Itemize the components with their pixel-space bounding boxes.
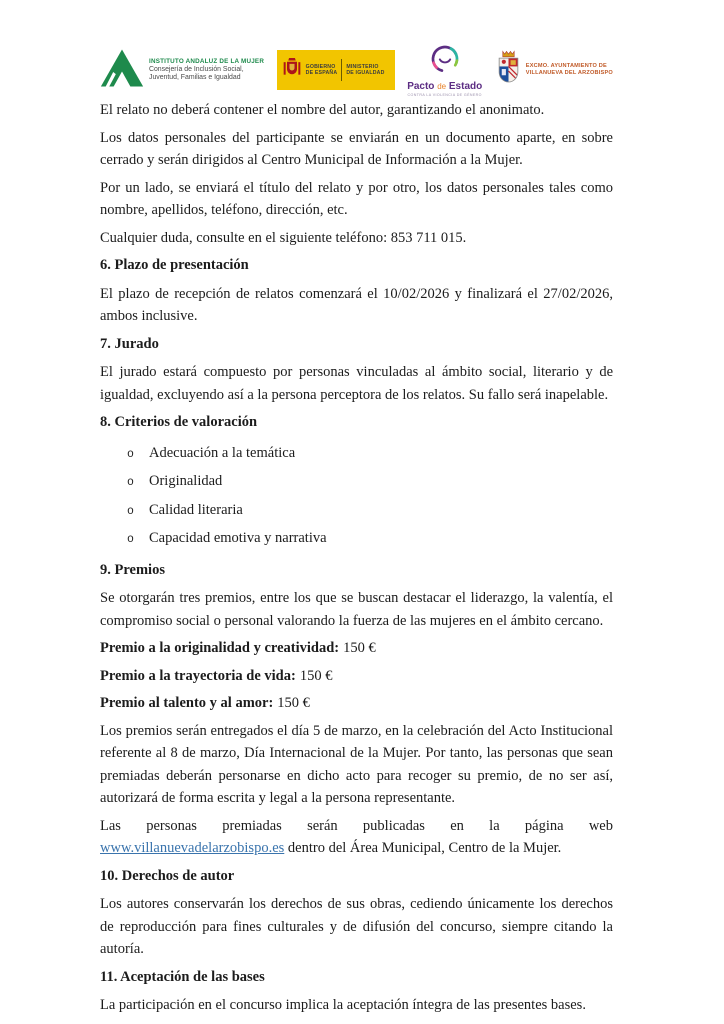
heading-plazo: 6. Plazo de presentación — [100, 257, 249, 273]
ministerio-line2: DE IGUALDAD — [346, 70, 385, 76]
paragraph-entrega: Los premios serán entregados el día 5 de marzo, en la celebración del Acto Institucional referente al 8 de marzo, Día Internacional de la Mujer. Por tanto, las personas que sean premiadas deberán personarse en dicho acto para recoger su premio, de no ser así, autorizará de forma escrita y legal a la persona representante. — [100, 722, 613, 806]
junta-andalucia-iam-logo — [100, 48, 264, 93]
award-talento — [100, 692, 613, 715]
criteria-text: Originalidad — [149, 473, 223, 489]
paragraph-anonymity: El relato no deberá contener el nombre del autor, garantizando el anonimato. — [100, 102, 545, 118]
ayto-line2: VILLANUEVA DEL ARZOBISPO — [525, 70, 613, 76]
criteria-list — [100, 440, 613, 554]
website-link[interactable]: www.villanuevadelarzobispo.es — [100, 840, 285, 856]
iam-dept-line2: Juventud, Familias e Igualdad — [149, 74, 241, 81]
paragraph-derechos: Los autores conservarán los derechos de sus obras, cediendo únicamente los derechos de reproducción para fines culturales y de difusión del concurso, siempre citando la autoría. — [100, 896, 613, 957]
gobierno-line2: DE ESPAÑA — [305, 70, 338, 76]
award-label: Premio al talento y al amor: — [100, 695, 274, 711]
bullet-marker: o — [127, 447, 134, 461]
award-value: 150 € — [343, 640, 376, 656]
gobierno-divider — [341, 59, 342, 81]
heading-aceptacion: 11. Aceptación de las bases — [100, 968, 265, 985]
award-trayectoria — [100, 665, 613, 688]
gobierno-line1: GOBIERNO — [305, 63, 336, 70]
paragraph-jurado: El jurado estará compuesto por personas vinculadas al ámbito social, literario y de igualdad, excluyendo así a la persona perceptora de los relatos. Su fallo será inapelable. — [100, 364, 613, 403]
paragraph-envelope: Por un lado, se enviará el título del relato y por otro, los datos personales tales como nombre, apellidos, teléfono, dirección, etc. — [100, 179, 613, 218]
heading-derechos: 10. Derechos de autor — [100, 867, 235, 884]
criteria-text: Capacidad emotiva y narrativa — [149, 530, 327, 546]
header-logos — [100, 44, 613, 96]
gobierno-espana-logo — [277, 50, 395, 90]
paragraph-aceptacion: La participación en el concurso implica la aceptación íntegra de las presentes bases. — [100, 997, 586, 1013]
ayto-line1: EXCMO. AYUNTAMIENTO DE — [525, 62, 607, 69]
criteria-text: Adecuación a la temática — [149, 444, 296, 461]
list-item — [100, 497, 613, 526]
villanueva-shield-icon — [495, 50, 522, 91]
paragraph-plazo: El plazo de recepción de relatos comenzará el 10/02/2026 y finalizará el 27/02/2026, ambos inclusive. — [100, 285, 613, 324]
pacto-subtitle: CONTRA LA VIOLENCIA DE GÉNERO — [407, 92, 482, 97]
pacto-de-estado-logo — [407, 43, 482, 98]
pacto-title: Pacto de Estado — [407, 80, 483, 92]
bullet-marker: o — [127, 504, 134, 518]
publicacion-text-before: Las personas premiadas serán publicadas en la página web — [100, 817, 613, 834]
ministerio-line1: MINISTERIO — [346, 63, 379, 70]
heading-criterios: 8. Criterios de valoración — [100, 414, 258, 430]
bullet-marker: o — [127, 533, 134, 546]
iam-dept-line1: Consejería de Inclusión Social, — [149, 65, 244, 73]
paragraph-premios-intro: Se otorgarán tres premios, entre los que se buscan destacar el liderazgo, la valentía, el compromiso social o personal valorando la fuerza de las mujeres en el ámbito cercano. — [100, 590, 613, 629]
paragraph-phone: Cualquier duda, consulte en el siguiente teléfono: 853 711 015. — [100, 229, 467, 246]
iam-org-name: INSTITUTO ANDALUZ DE LA MUJER — [149, 57, 265, 65]
publicacion-text-after: dentro del Área Municipal, Centro de la Mujer. — [287, 840, 562, 856]
heading-premios: 9. Premios — [100, 561, 165, 578]
bullet-marker: o — [127, 476, 134, 489]
award-value: 150 € — [299, 667, 333, 684]
award-label: Premio a la originalidad y creatividad: — [100, 640, 340, 656]
list-item — [100, 468, 613, 497]
paragraph-publicacion — [100, 815, 613, 860]
paragraph-personal-data: Los datos personales del participante se enviarán en un documento aparte, en sobre cerrado y serán dirigidos al Centro Municipal de Información a la Mujer. — [100, 129, 613, 168]
award-label: Premio a la trayectoria de vida: — [100, 667, 296, 684]
list-item — [100, 525, 613, 554]
criteria-text: Calidad literaria — [149, 501, 243, 518]
junta-andalucia-a-icon — [100, 48, 144, 93]
award-value: 150 € — [277, 695, 310, 711]
spain-coat-of-arms-icon — [282, 56, 302, 85]
pacto-circle-smile-icon — [429, 43, 461, 80]
document-body — [100, 99, 613, 1017]
ayuntamiento-villanueva-logo — [495, 50, 613, 91]
award-originalidad — [100, 637, 613, 660]
heading-jurado: 7. Jurado — [100, 335, 159, 352]
list-item — [100, 440, 613, 469]
